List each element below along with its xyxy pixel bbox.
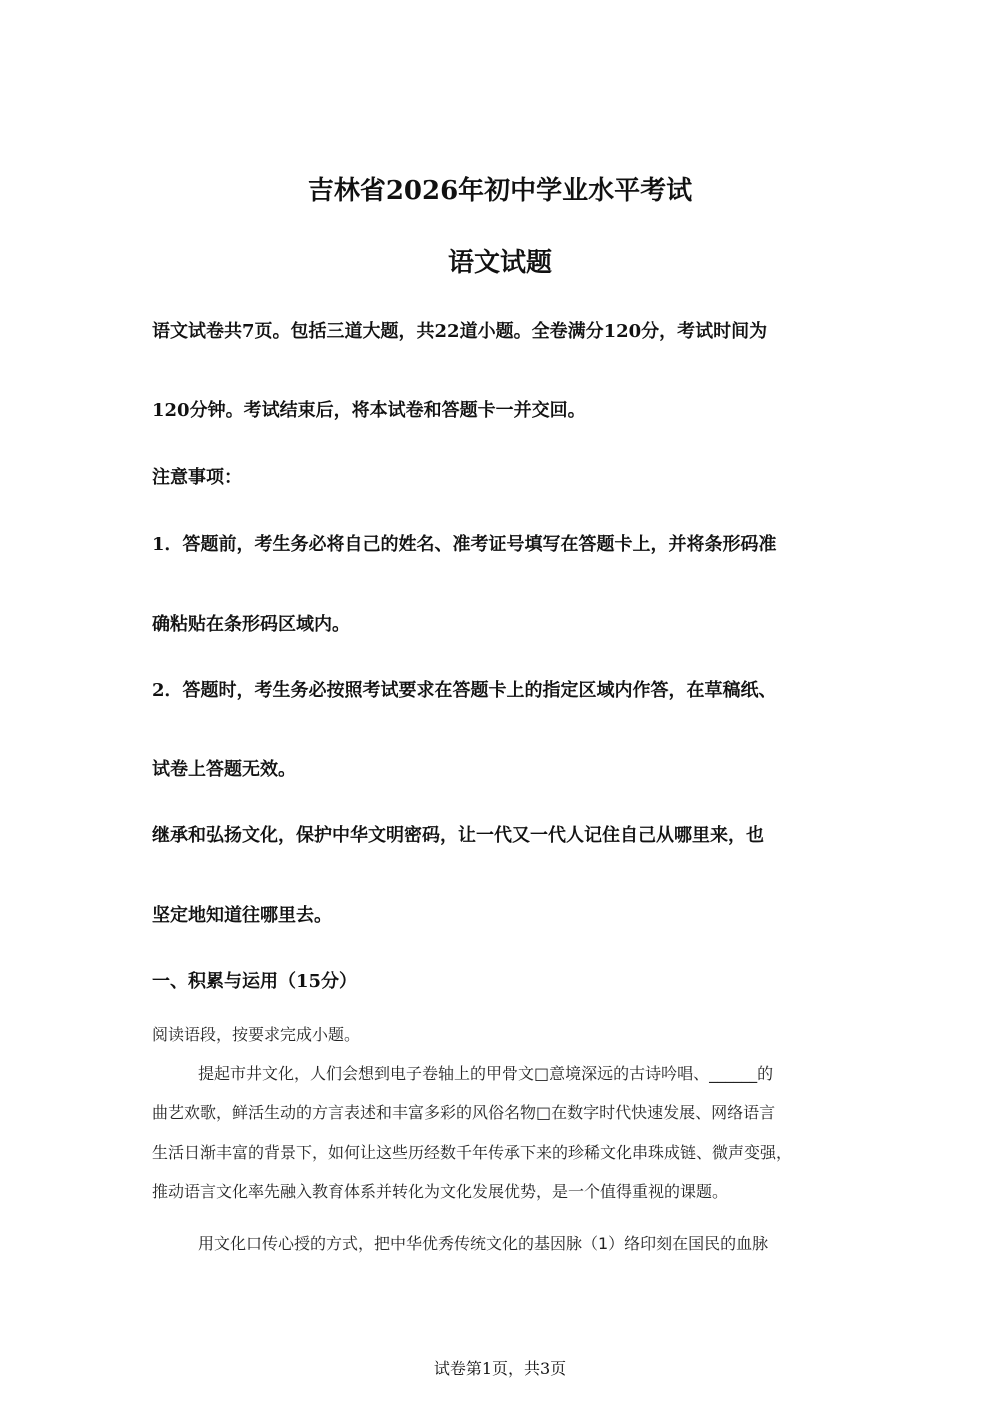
motto-line-2: 坚定地知道往哪里去。 bbox=[152, 905, 332, 926]
notice-item-2-line-1: 2．答题时，考生务必按照考试要求在答题卡上的指定区域内作答，在草稿纸、 bbox=[152, 680, 777, 701]
section-1-heading: 一、积累与运用（15分） bbox=[152, 971, 358, 992]
exam-title: 吉林省2026年初中学业水平考试 bbox=[307, 176, 693, 206]
notice-item-1-line-1: 1．答题前，考生务必将自己的姓名、准考证号填写在答题卡上，并将条形码准 bbox=[152, 534, 777, 555]
page-footer: 试卷第1页，共3页 bbox=[433, 1359, 567, 1378]
intro-line-2: 120分钟。考试结束后，将本试卷和答题卡一并交回。 bbox=[152, 400, 586, 421]
notice-item-2-line-2: 试卷上答题无效。 bbox=[152, 759, 296, 780]
exam-subtitle: 语文试题 bbox=[447, 248, 552, 278]
notice-heading: 注意事项： bbox=[152, 467, 242, 488]
passage-line-4: 推动语言文化率先融入教育体系并转化为文化发展优势，是一个值得重视的课题。 bbox=[152, 1182, 729, 1201]
motto-line-1: 继承和弘扬文化，保护中华文明密码，让一代又一代人记住自己从哪里来，也 bbox=[152, 825, 764, 846]
section-1-instruction: 阅读语段，按要求完成小题。 bbox=[152, 1025, 361, 1044]
passage-2-line-1: 用文化口传心授的方式，把中华优秀传统文化的基因脉（1）络印刻在国民的血脉 bbox=[198, 1234, 769, 1253]
intro-line-1: 语文试卷共7页。包括三道大题，共22道小题。全卷满分120分，考试时间为 bbox=[152, 321, 768, 342]
passage-line-2: 曲艺欢歌，鲜活生动的方言表述和丰富多彩的风俗名物□在数字时代快速发展、网络语言 bbox=[152, 1103, 776, 1122]
passage-line-1: 提起市井文化，人们会想到电子卷轴上的甲骨文□意境深远的古诗吟唱、______的 bbox=[198, 1064, 774, 1083]
passage-line-3: 生活日渐丰富的背景下，如何让这些历经数千年传承下来的珍稀文化串珠成链、微声变强， bbox=[152, 1143, 793, 1162]
notice-item-1-line-2: 确粘贴在条形码区域内。 bbox=[152, 614, 350, 635]
